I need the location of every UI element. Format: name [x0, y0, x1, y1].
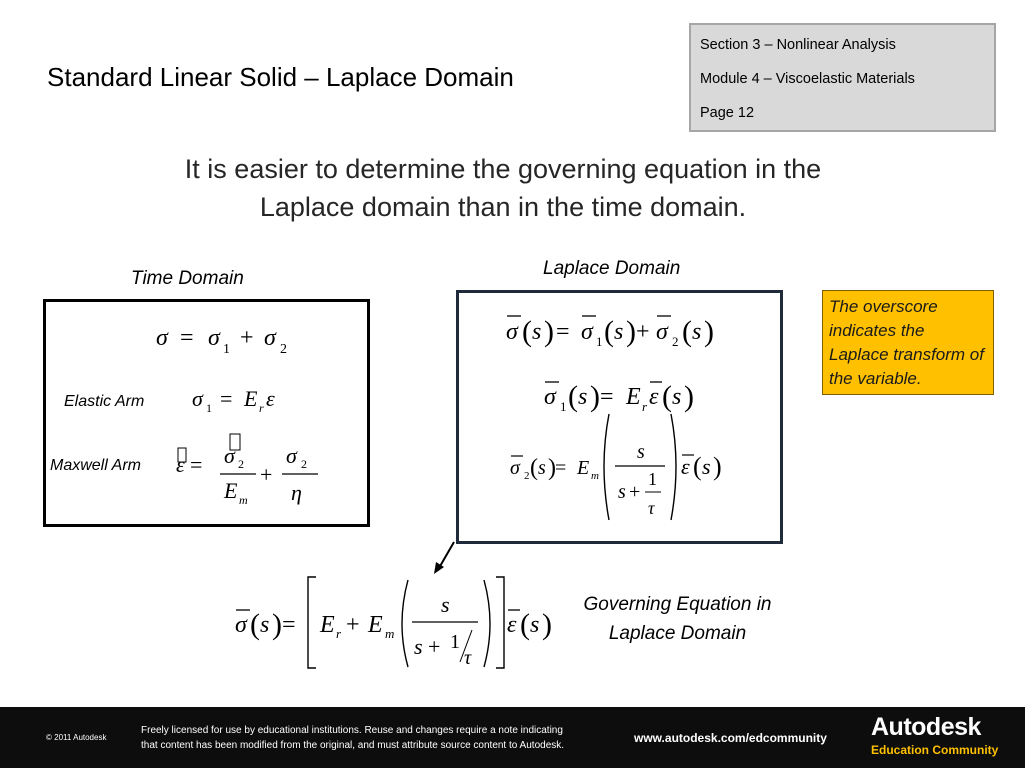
overscore-note: The overscore indicates the Laplace transform of the variable.	[822, 290, 994, 395]
svg-text:r: r	[259, 401, 264, 415]
svg-text:+: +	[428, 634, 441, 659]
intro-text	[100, 150, 906, 226]
svg-text:τ: τ	[648, 498, 655, 518]
svg-text:σ: σ	[581, 319, 593, 345]
svg-text:2: 2	[238, 457, 244, 471]
svg-text:σ: σ	[156, 325, 168, 351]
edcommunity-link[interactable]: www.autodesk.com/edcommunity	[634, 731, 827, 745]
section-info-box	[689, 23, 996, 132]
svg-text:s: s	[260, 612, 270, 638]
svg-text:=: =	[180, 325, 194, 351]
svg-text:): )	[626, 315, 636, 348]
down-arrow-icon	[430, 540, 460, 576]
total-stress-equation	[150, 318, 320, 358]
svg-text:(: (	[522, 315, 532, 348]
svg-text:s: s	[530, 612, 540, 638]
education-community-label: Education Community	[871, 743, 999, 757]
svg-text:1: 1	[648, 469, 657, 489]
slide-title: Standard Linear Solid – Laplace Domain	[47, 62, 514, 92]
svg-text:=: =	[600, 384, 614, 410]
svg-text:s: s	[614, 319, 624, 345]
svg-text:σ: σ	[510, 457, 520, 479]
svg-text:σ: σ	[264, 325, 276, 351]
laplace-total-stress-equation	[500, 308, 760, 352]
svg-text:σ: σ	[286, 443, 297, 468]
svg-text:E: E	[320, 612, 335, 638]
svg-text:(: (	[604, 315, 614, 348]
svg-text:(: (	[568, 380, 578, 413]
svg-text:m: m	[239, 493, 248, 507]
svg-text:): )	[704, 315, 714, 348]
svg-text:1: 1	[450, 631, 460, 653]
svg-text:E: E	[224, 478, 238, 503]
svg-text:+: +	[346, 612, 360, 638]
svg-text:ε: ε	[507, 612, 517, 638]
license-line-1: Freely licensed for use by educational institutions. Reuse and changes require a note indicating	[141, 725, 563, 736]
laplace-domain-label: Laplace Domain	[543, 258, 681, 279]
svg-text:(: (	[520, 608, 530, 641]
license-line-2: that content has been modified from the original, and must attribute source content to Autodesk.	[141, 740, 565, 751]
svg-text:s: s	[532, 319, 542, 345]
svg-text:σ: σ	[224, 443, 235, 468]
intro-line-1: It is easier to determine the governing equation in the	[184, 154, 822, 184]
svg-text:2: 2	[280, 342, 287, 357]
svg-text:+: +	[240, 325, 254, 351]
svg-text:τ: τ	[464, 647, 472, 669]
svg-text:E: E	[626, 384, 641, 410]
svg-text:2: 2	[301, 457, 307, 471]
svg-text:1: 1	[596, 334, 603, 349]
svg-text:+: +	[636, 319, 650, 345]
maxwell-arm-equation	[172, 430, 332, 510]
svg-text:): )	[713, 452, 722, 481]
svg-text:m: m	[591, 470, 599, 482]
svg-text:=: =	[555, 457, 567, 479]
svg-text:1: 1	[223, 342, 230, 357]
svg-text:s: s	[441, 592, 450, 617]
copyright-text: © 2011 Autodesk	[46, 733, 107, 742]
governing-equation	[228, 572, 558, 672]
svg-text:(: (	[530, 455, 538, 481]
time-domain-label: Time Domain	[131, 268, 244, 289]
svg-text:+: +	[629, 481, 641, 503]
svg-text:σ: σ	[506, 319, 518, 345]
svg-text:E: E	[577, 457, 590, 479]
svg-text:1: 1	[206, 401, 212, 415]
svg-text:(: (	[693, 452, 702, 481]
svg-text:2: 2	[524, 470, 530, 482]
svg-text:=: =	[220, 386, 233, 411]
module-label: Module 4 – Viscoelastic Materials	[700, 71, 915, 87]
svg-text:): )	[548, 455, 556, 481]
svg-text:s: s	[618, 481, 626, 503]
svg-text:σ: σ	[208, 325, 220, 351]
svg-text:s: s	[637, 441, 645, 463]
governing-equation-label	[560, 590, 795, 648]
svg-text:σ: σ	[656, 319, 668, 345]
svg-text:(: (	[250, 608, 260, 641]
svg-text:): )	[590, 380, 600, 413]
svg-text:1: 1	[560, 399, 567, 414]
svg-text:s: s	[702, 454, 711, 479]
svg-text:): )	[684, 380, 694, 413]
intro-line-2: Laplace domain than in the time domain.	[259, 192, 747, 222]
svg-text:ε: ε	[681, 454, 690, 479]
svg-text:s: s	[414, 634, 423, 659]
svg-text:(: (	[662, 380, 672, 413]
svg-text:σ: σ	[544, 384, 556, 410]
svg-text:=: =	[556, 319, 570, 345]
svg-text:r: r	[642, 399, 648, 414]
svg-text:2: 2	[672, 334, 679, 349]
svg-text:r: r	[336, 626, 342, 641]
section-label: Section 3 – Nonlinear Analysis	[700, 37, 896, 53]
svg-text:m: m	[385, 626, 395, 641]
svg-text:): )	[544, 315, 554, 348]
svg-text:σ: σ	[192, 386, 203, 411]
svg-text:ε: ε	[649, 384, 659, 410]
svg-text:(: (	[682, 315, 692, 348]
svg-text:): )	[542, 608, 552, 641]
governing-label-line-2: Laplace Domain	[608, 623, 747, 644]
svg-text:=: =	[190, 452, 203, 477]
svg-text:): )	[272, 608, 282, 641]
svg-text:=: =	[282, 612, 296, 638]
svg-text:η: η	[291, 480, 302, 505]
governing-label-line-1: Governing Equation in	[583, 594, 772, 615]
svg-text:ε: ε	[176, 452, 185, 477]
svg-text:+: +	[260, 462, 273, 487]
maxwell-arm-label: Maxwell Arm	[50, 457, 141, 474]
svg-text:E: E	[368, 612, 383, 638]
svg-text:s: s	[692, 319, 702, 345]
svg-text:s: s	[672, 384, 682, 410]
elastic-arm-equation	[188, 382, 308, 418]
elastic-arm-label: Elastic Arm	[64, 393, 145, 410]
svg-text:s: s	[578, 384, 588, 410]
laplace-maxwell-arm-equation	[505, 408, 745, 526]
page-label: Page 12	[700, 105, 755, 121]
footer	[0, 707, 1025, 768]
autodesk-logo: Autodesk	[871, 713, 981, 741]
svg-text:σ: σ	[235, 612, 247, 638]
svg-text:ε: ε	[266, 386, 275, 411]
svg-text:s: s	[538, 457, 546, 479]
svg-text:E: E	[244, 386, 258, 411]
